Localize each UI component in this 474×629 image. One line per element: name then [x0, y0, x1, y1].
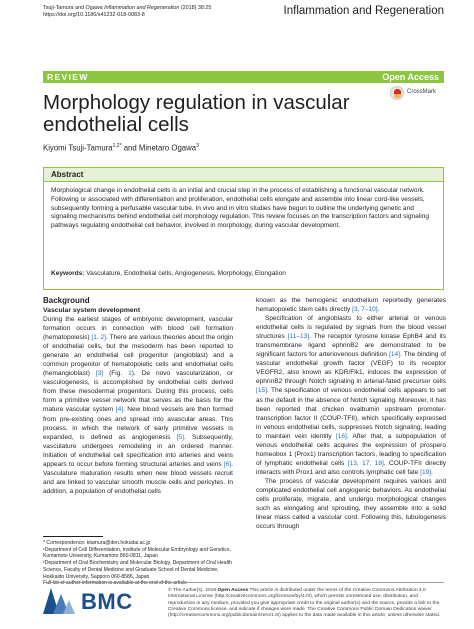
- doi-link[interactable]: https://doi.org/10.1186/s41232-018-0083-8: [43, 12, 145, 19]
- text-run: known as the hemogenic endothelium reportedly generates hematopoietic stem cells directly: [256, 297, 446, 314]
- citation-line: [43, 5, 211, 12]
- title-line-2: endothelial cells: [43, 113, 189, 136]
- footer-divider: [43, 582, 444, 583]
- author-list: [43, 143, 199, 153]
- figure-link[interactable]: 1: [128, 370, 132, 378]
- citation-journal: Inflammation and Regeneration: [104, 5, 180, 11]
- author-2[interactable]: Minetaro Ogawa: [138, 143, 197, 153]
- citation-link[interactable]: [16]: [335, 432, 347, 440]
- citation-link[interactable]: [1, 2]: [91, 334, 106, 342]
- citation-link[interactable]: [13, 17, 18]: [347, 459, 384, 467]
- text-run: . There are various theories about the origin of endothelial cells, but the mesoderm has been reported to generate an endothelial cell progenitor (angioblast) and a common progenitor of hematopoietic cells and endothelial cells (hemangioblast): [43, 334, 233, 378]
- keywords-list: Vasculature, Endothelial cells, Angiogenesis, Morphology, Elongation: [84, 270, 286, 277]
- paragraph-right-2: [256, 314, 446, 477]
- paragraph-right-3: The process of vascular development requires various and complicated endothelial cell angiogenic behaviors. As endothelial cells proliferate, migrate, and undergo morphological changes such as elongating and sprouting, they assemble into a solid linear mass called a vascular cord. Following this, tubulogenesis occurs through: [256, 477, 446, 531]
- keywords-label: Keywords:: [51, 270, 85, 277]
- copyright: © The Author(s). 2018: [168, 588, 218, 593]
- affiliation-1: ¹Department of Cell Differentiation, Institute of Molecular Embryology and Genetics, Kumamoto University, Kumamoto 860-0811, Japan: [43, 546, 231, 560]
- text-run: During the earliest stages of embryonic development, vascular formation occurs in connection with blood cell formation (hematopoiesis): [43, 316, 233, 342]
- journal-name: Inflammation and Regeneration: [283, 5, 444, 17]
- keywords: [51, 270, 437, 279]
- footnote-rule: [43, 536, 103, 537]
- text-run: .: [377, 306, 380, 314]
- author-conjunction: and: [121, 143, 139, 153]
- citation-link[interactable]: [6]: [223, 460, 232, 468]
- citation-link[interactable]: [15]: [256, 387, 267, 395]
- text-run: .: [431, 468, 433, 476]
- citation-volume: (2018) 38:25: [179, 5, 212, 11]
- text-run: . Subsequently, vasculature undergoes remodeling in an ordered manner. Initiation of endothelial cell specification into arteries and veins appears to occur before forming structural arteries and veins: [43, 433, 233, 468]
- abstract-heading: Abstract: [51, 170, 84, 179]
- article-title: [43, 92, 383, 136]
- text-run: . The binding of vascular endothelial growth factor (VEGF) to its receptor VEGFR2, also known as KDR/Flk1, induces the expression of ephrinB2 through Notch signaling in arterial-fated precursor cells: [256, 351, 447, 386]
- bmc-logo-icon: [43, 588, 77, 614]
- right-column: [256, 296, 446, 531]
- paragraph-right-1: [256, 296, 446, 314]
- license-text: [168, 588, 444, 619]
- citation-link[interactable]: [4]: [115, 406, 124, 414]
- correspondence[interactable]: * Correspondence: ktamura@den.hokudai.ac.jp: [43, 540, 151, 546]
- open-access-label: Open Access: [382, 72, 439, 82]
- title-line-1: Morphology regulation in vascular: [43, 91, 350, 114]
- bmc-logo[interactable]: [43, 588, 133, 614]
- bmc-logo-text: BMC: [81, 589, 133, 614]
- abstract-body: Morphological change in endothelial cells is an initial and crucial step in the process of establishing a functional vascular network. Following or associated with differentiation and proliferation, endothelial cells elongate and assemble into linear cord-like vessels, subsequently forming a perfusable vascular tube. In vivo and in vitro studies have begun to outline the underlying genetic and signaling mechanisms behind endothelial cell morphology regulation. This review focuses on the transcription factors and signaling pathways regulating endothelial cell behavior, involved in morphology, during vascular development.: [51, 187, 429, 230]
- subsection-heading-vascular: Vascular system development: [43, 307, 141, 314]
- author-1[interactable]: Kiyomi Tsuji-Tamura: [43, 143, 113, 153]
- section-heading-background: Background: [43, 296, 90, 305]
- affiliation-2: ²Department of Oral Biochemistry and Molecular Biology, Department of Oral Health Science, Faculty of Dental Medicine and Graduate School of Dental Medicine, Hokkaido University, Sapporo 060-8586, Japan: [43, 560, 233, 580]
- left-column: [43, 296, 233, 496]
- citation-authors: Tsuji-Tamura and Ogawa: [43, 5, 103, 11]
- citation-link[interactable]: [14]: [389, 351, 400, 359]
- citation-link[interactable]: [19]: [420, 468, 432, 476]
- citation-link[interactable]: [3]: [95, 370, 104, 378]
- text-run: . New blood vessels are then formed from pre-existing ones and spread into avascular areas. This process, in which the network of early primitive vessels is expanded, is defined as angiogenesis: [43, 406, 233, 441]
- crossmark-label: CrossMark: [407, 89, 437, 95]
- author-1-affiliation: 1,2*: [112, 143, 122, 149]
- article-type-label: REVIEW: [47, 72, 89, 82]
- text-run: . After that, a subpopulation of venous endothelial cells acquires the expression of prospero homeobox 1 (Prox1) transcription factors, leading to specification of lymphatic endothelial cells: [256, 432, 446, 467]
- abstract-header: [44, 168, 443, 182]
- citation-link[interactable]: [3, 7–10]: [352, 306, 378, 314]
- text-run: Specification of angioblasts to either arterial or venous endothelial cells is regulated by signals from the blood vessel structures: [256, 315, 446, 341]
- review-banner: [43, 71, 444, 83]
- text-run: . The specification of venous endothelial cells appears to set as the default in the absence of Notch signaling. Moreover, it has been reported that chicken ovalbumin upstream promoter-transcription factor II (COUP-TFII), which specifically expressed in venous endothelial cells, suppresses Notch signaling, leading to maintain vein identity: [256, 387, 446, 440]
- paragraph-left-1: [43, 315, 233, 496]
- citation-link[interactable]: [5]: [176, 433, 184, 441]
- text-run: . COUP-TFII directly interacts with Prox1 and also controls lymphatic cell fate: [256, 459, 446, 476]
- text-run: (Fig.: [103, 370, 129, 378]
- open-access-bold: Open Access: [217, 588, 249, 593]
- author-info-note: Full list of author information is available at the end of the article: [43, 580, 187, 587]
- text-run: ). De novo vascularization, or vasculogenesis, is accomplished by endothelial cells derived from these mesodermal progenitors. During this process, cells form a primitive vessel network that serves as the basis for the mature vascular system: [43, 370, 233, 414]
- author-2-affiliation: 3: [196, 143, 199, 149]
- license-body: This article is distributed under the terms of the Creative Commons Attribution 4.0 International License (http://creativecommons.org/licenses/by/4.0/), which permits unrestricted use, distribution, and reproduction in any medium, provided you give appropriate credit to the original author(s) and the source, provide a link to the Creative Commons license, and indicate if changes were made. The Creative Commons Public Domain Dedication waiver (http://creativecommons.org/publicdomain/zero/1.0/) applies to the data made available in this article, unless otherwise stated.: [168, 588, 441, 619]
- text-run: . The receptor tyrosine kinase EphB4 and its transmembrane ligand ephrinB2 are demonstrated to be significant factors for arteriovenous definition: [256, 333, 446, 359]
- crossmark-badge[interactable]: [390, 86, 446, 100]
- crossmark-icon: [390, 86, 404, 100]
- abstract-box: [43, 167, 444, 290]
- citation-link[interactable]: [11–13]: [287, 333, 310, 341]
- footnote: [43, 536, 233, 587]
- citation-header: [43, 5, 211, 20]
- text-run: . Vasculature maturation results when new blood vessels recruit and are linked to vascular smooth muscle cells and pericytes. In addition, a population of endothelial cells: [43, 460, 233, 495]
